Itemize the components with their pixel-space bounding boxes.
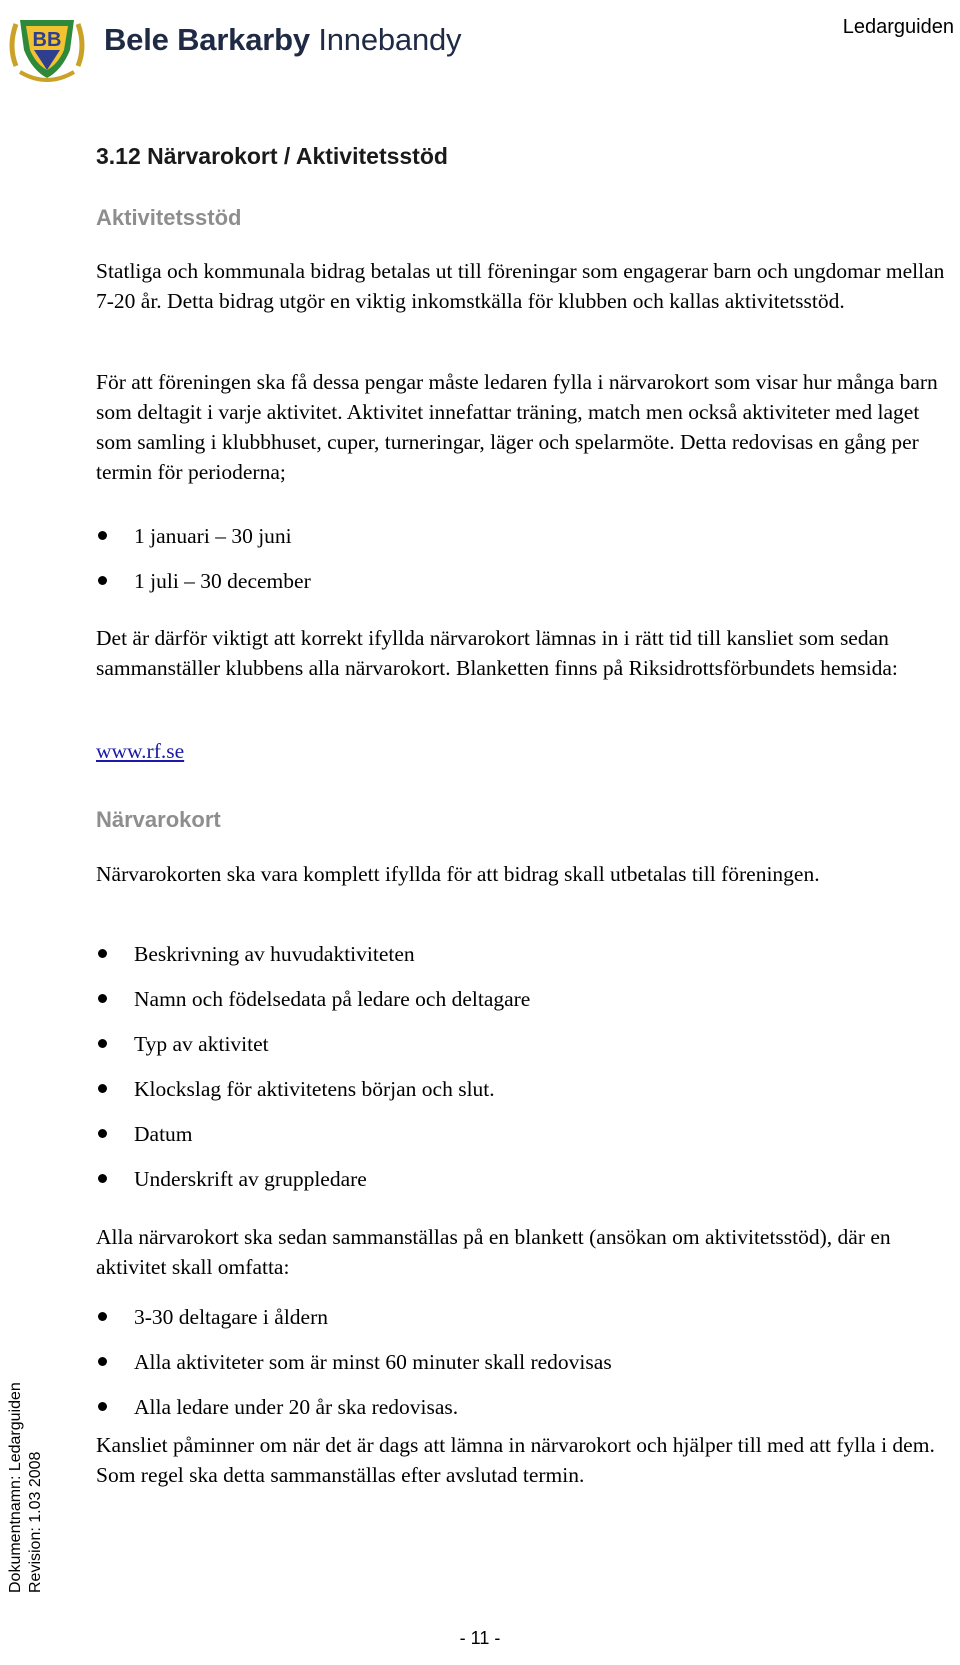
document-name-label: Dokumentnamn: Ledarguiden [7,1382,24,1593]
list-item: 1 januari – 30 juni [96,521,956,566]
bullet-icon [98,1129,107,1138]
period-list [96,521,956,611]
list-item: 3-30 deltagare i åldern [96,1302,956,1347]
bullet-icon [98,1312,107,1321]
club-logo [6,6,88,84]
paragraph-aktivitetsstod-intro: Statliga och kommunala bidrag betalas ut till föreningar som engagerar barn och ungdomar mellan 7-20 år. Detta bidrag utgör en viktig inkomstkälla för klubben och kallas aktivitetsstöd. [96,259,945,313]
list-item: Underskrift av gruppledare [96,1164,956,1209]
side-metadata [2,1275,50,1595]
section-title: 3.12 Närvarokort / Aktivitetsstöd [96,143,448,169]
narvarokort-items-list [96,939,956,1209]
list-item: Alla ledare under 20 år ska redovisas. [96,1392,956,1437]
bullet-icon [98,1174,107,1183]
list-item: Datum [96,1119,956,1164]
bullet-icon [98,1402,107,1411]
heading-narvarokort: Närvarokort [96,807,221,832]
paragraph-sammanstallning: Alla närvarokort ska sedan sammanställas på en blankett (ansökan om aktivitetsstöd), där en aktivitet skall omfatta: [96,1225,891,1279]
list-item: Beskrivning av huvudaktiviteten [96,939,956,984]
paragraph-aktivitetsstod-details: För att föreningen ska få dessa pengar måste ledaren fylla i närvarokort som visar hur många barn som deltagit i varje aktivitet. Aktivitet innefattar träning, match men också aktiviteter med laget som samling i klubbhuset, cuper, turneringar, läger och spelarmöte. Detta redovisas en gång per termin för perioderna; [96,370,938,484]
bullet-icon [98,531,107,540]
bullet-icon [98,1039,107,1048]
list-item: 1 juli – 30 december [96,566,956,611]
requirements-list [96,1302,956,1437]
brand-light: Innebandy [318,22,462,57]
paragraph-narvarokort-intro: Närvarokorten ska vara komplett ifyllda för att bidrag skall utbetalas till föreningen. [96,862,820,886]
paragraph-blanketten: Det är därför viktigt att korrekt ifyllda närvarokort lämnas in i rätt tid till kansliet som sedan sammanställer klubbens alla närvarokort. Blanketten finns på Riksidrottsförbundets hemsida: [96,626,898,680]
document-title: Ledarguiden [842,16,954,38]
list-item: Typ av aktivitet [96,1029,956,1074]
brand-bold: Bele Barkarby [104,22,310,57]
page-number: - 11 - [459,1628,501,1648]
brand-name [104,22,461,58]
list-item: Namn och födelsedata på ledare och deltagare [96,984,956,1029]
heading-aktivitetsstod: Aktivitetsstöd [96,205,242,230]
logo-initials: BB [32,29,62,51]
bullet-icon [98,949,107,958]
paragraph-kansliet: Kansliet påminner om när det är dags att lämna in närvarokort och hjälper till med att fylla i dem. Som regel ska detta sammanställas efter avslutad termin. [96,1433,935,1487]
bullet-icon [98,994,107,1003]
bullet-icon [98,576,107,585]
list-item: Klockslag för aktivitetens början och slut. [96,1074,956,1119]
side-metadata-text [2,1275,50,1595]
bullet-icon [98,1084,107,1093]
rf-link[interactable]: www.rf.se [96,739,185,763]
revision-label: Revision: 1.03 2008 [27,1451,44,1593]
bullet-icon [98,1357,107,1366]
list-item: Alla aktiviteter som är minst 60 minuter skall redovisas [96,1347,956,1392]
